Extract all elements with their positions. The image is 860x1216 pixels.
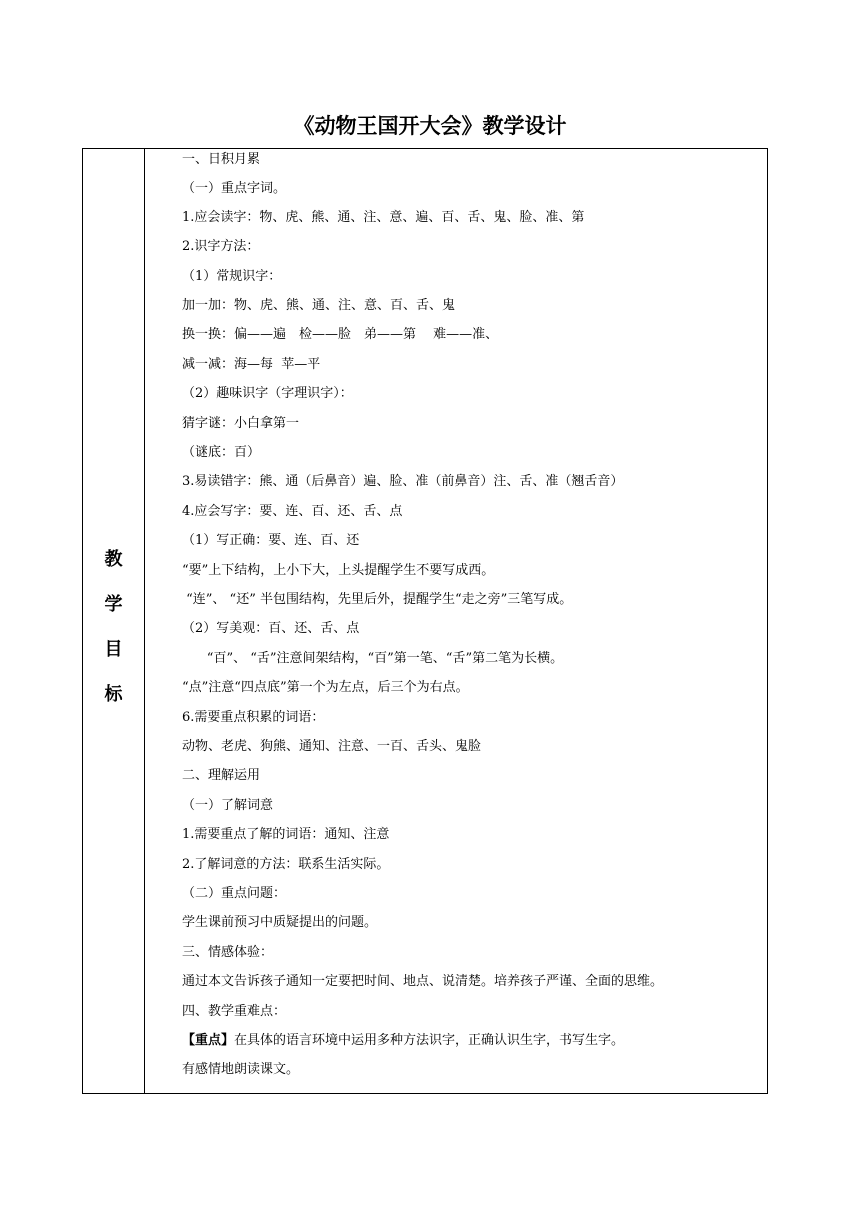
text-line: “要”上下结构，上小下大，上头提醒学生不要写成西。 xyxy=(182,563,495,578)
text-line: 通过本文告诉孩子通知一定要把时间、地点、说清楚。培养孩子严谨、全面的思维。 xyxy=(182,974,664,989)
text-line: 减一减：海—每 苹—平 xyxy=(182,357,321,372)
text-line: 四、教学重难点： xyxy=(182,1004,287,1019)
text-line: 1.需要重点了解的词语：通知、注意 xyxy=(182,827,390,842)
text-line: 学生课前预习中质疑提出的问题。 xyxy=(182,915,378,930)
text-line: 2.了解词意的方法：联系生活实际。 xyxy=(182,857,390,872)
key-point-label: 【重点】 xyxy=(182,1033,235,1048)
text-line: 换一换：偏——遍 检——脸 弟——第 难——准、 xyxy=(182,327,499,342)
text-line: 2.识字方法： xyxy=(182,239,260,254)
side-label-char: 标 xyxy=(104,684,123,705)
column-divider xyxy=(144,149,145,1093)
side-label-char: 教 xyxy=(104,549,123,570)
text-line: 有感情地朗读课文。 xyxy=(182,1062,300,1077)
text-line: （一）重点字词。 xyxy=(182,181,287,196)
side-label-char: 目 xyxy=(104,639,123,660)
text-line: （1）常规识字： xyxy=(182,269,282,284)
text-line: 猜字谜：小白拿第一 xyxy=(182,416,300,431)
objectives-table xyxy=(82,148,768,1094)
text-line: （谜底：百） xyxy=(182,445,261,460)
text-line: 3.易读错字：熊、通（后鼻音）遍、脸、准（前鼻音）注、舌、准（翘舌音） xyxy=(182,474,624,489)
text-line: 4.应会写字：要、连、百、还、舌、点 xyxy=(182,504,403,519)
text-line: 加一加：物、虎、熊、通、注、意、百、舌、鬼 xyxy=(182,298,456,313)
document-title: 《动物王国开大会》教学设计 xyxy=(293,114,567,138)
side-label-char: 学 xyxy=(104,594,123,615)
text-line: （1）写正确：要、连、百、还 xyxy=(182,533,360,548)
side-label-teaching-objectives xyxy=(83,537,144,717)
text-line: 一、日积月累 xyxy=(182,152,261,167)
text-line: （一）了解词意 xyxy=(182,798,274,813)
text-line: （二）重点问题： xyxy=(182,886,287,901)
text-line: “百”、 “舌”注意间架结构，“百”第一笔、“舌”第二笔为长横。 xyxy=(182,651,564,666)
key-point-text: 在具体的语言环境中运用多种方法识字，正确认识生字，书写生字。 xyxy=(234,1033,625,1048)
text-line: “连”、 “还” 半包围结构，先里后外，提醒学生“走之旁”三笔写成。 xyxy=(182,592,573,607)
text-line: 动物、老虎、狗熊、通知、注意、一百、舌头、鬼脸 xyxy=(182,739,482,754)
text-line: 三、情感体验： xyxy=(182,945,274,960)
text-line: “点”注意“四点底”第一个为左点，后三个为右点。 xyxy=(182,680,469,695)
text-line: （2）趣味识字（字理识字）： xyxy=(182,386,353,401)
text-line: 6.需要重点积累的词语： xyxy=(182,710,325,725)
text-line: 1.应会读字：物、虎、熊、通、注、意、遍、百、舌、鬼、脸、准、第 xyxy=(182,210,585,225)
text-line: 二、理解运用 xyxy=(182,768,261,783)
key-point-line xyxy=(182,1032,624,1050)
text-line: （2）写美观：百、还、舌、点 xyxy=(182,621,360,636)
